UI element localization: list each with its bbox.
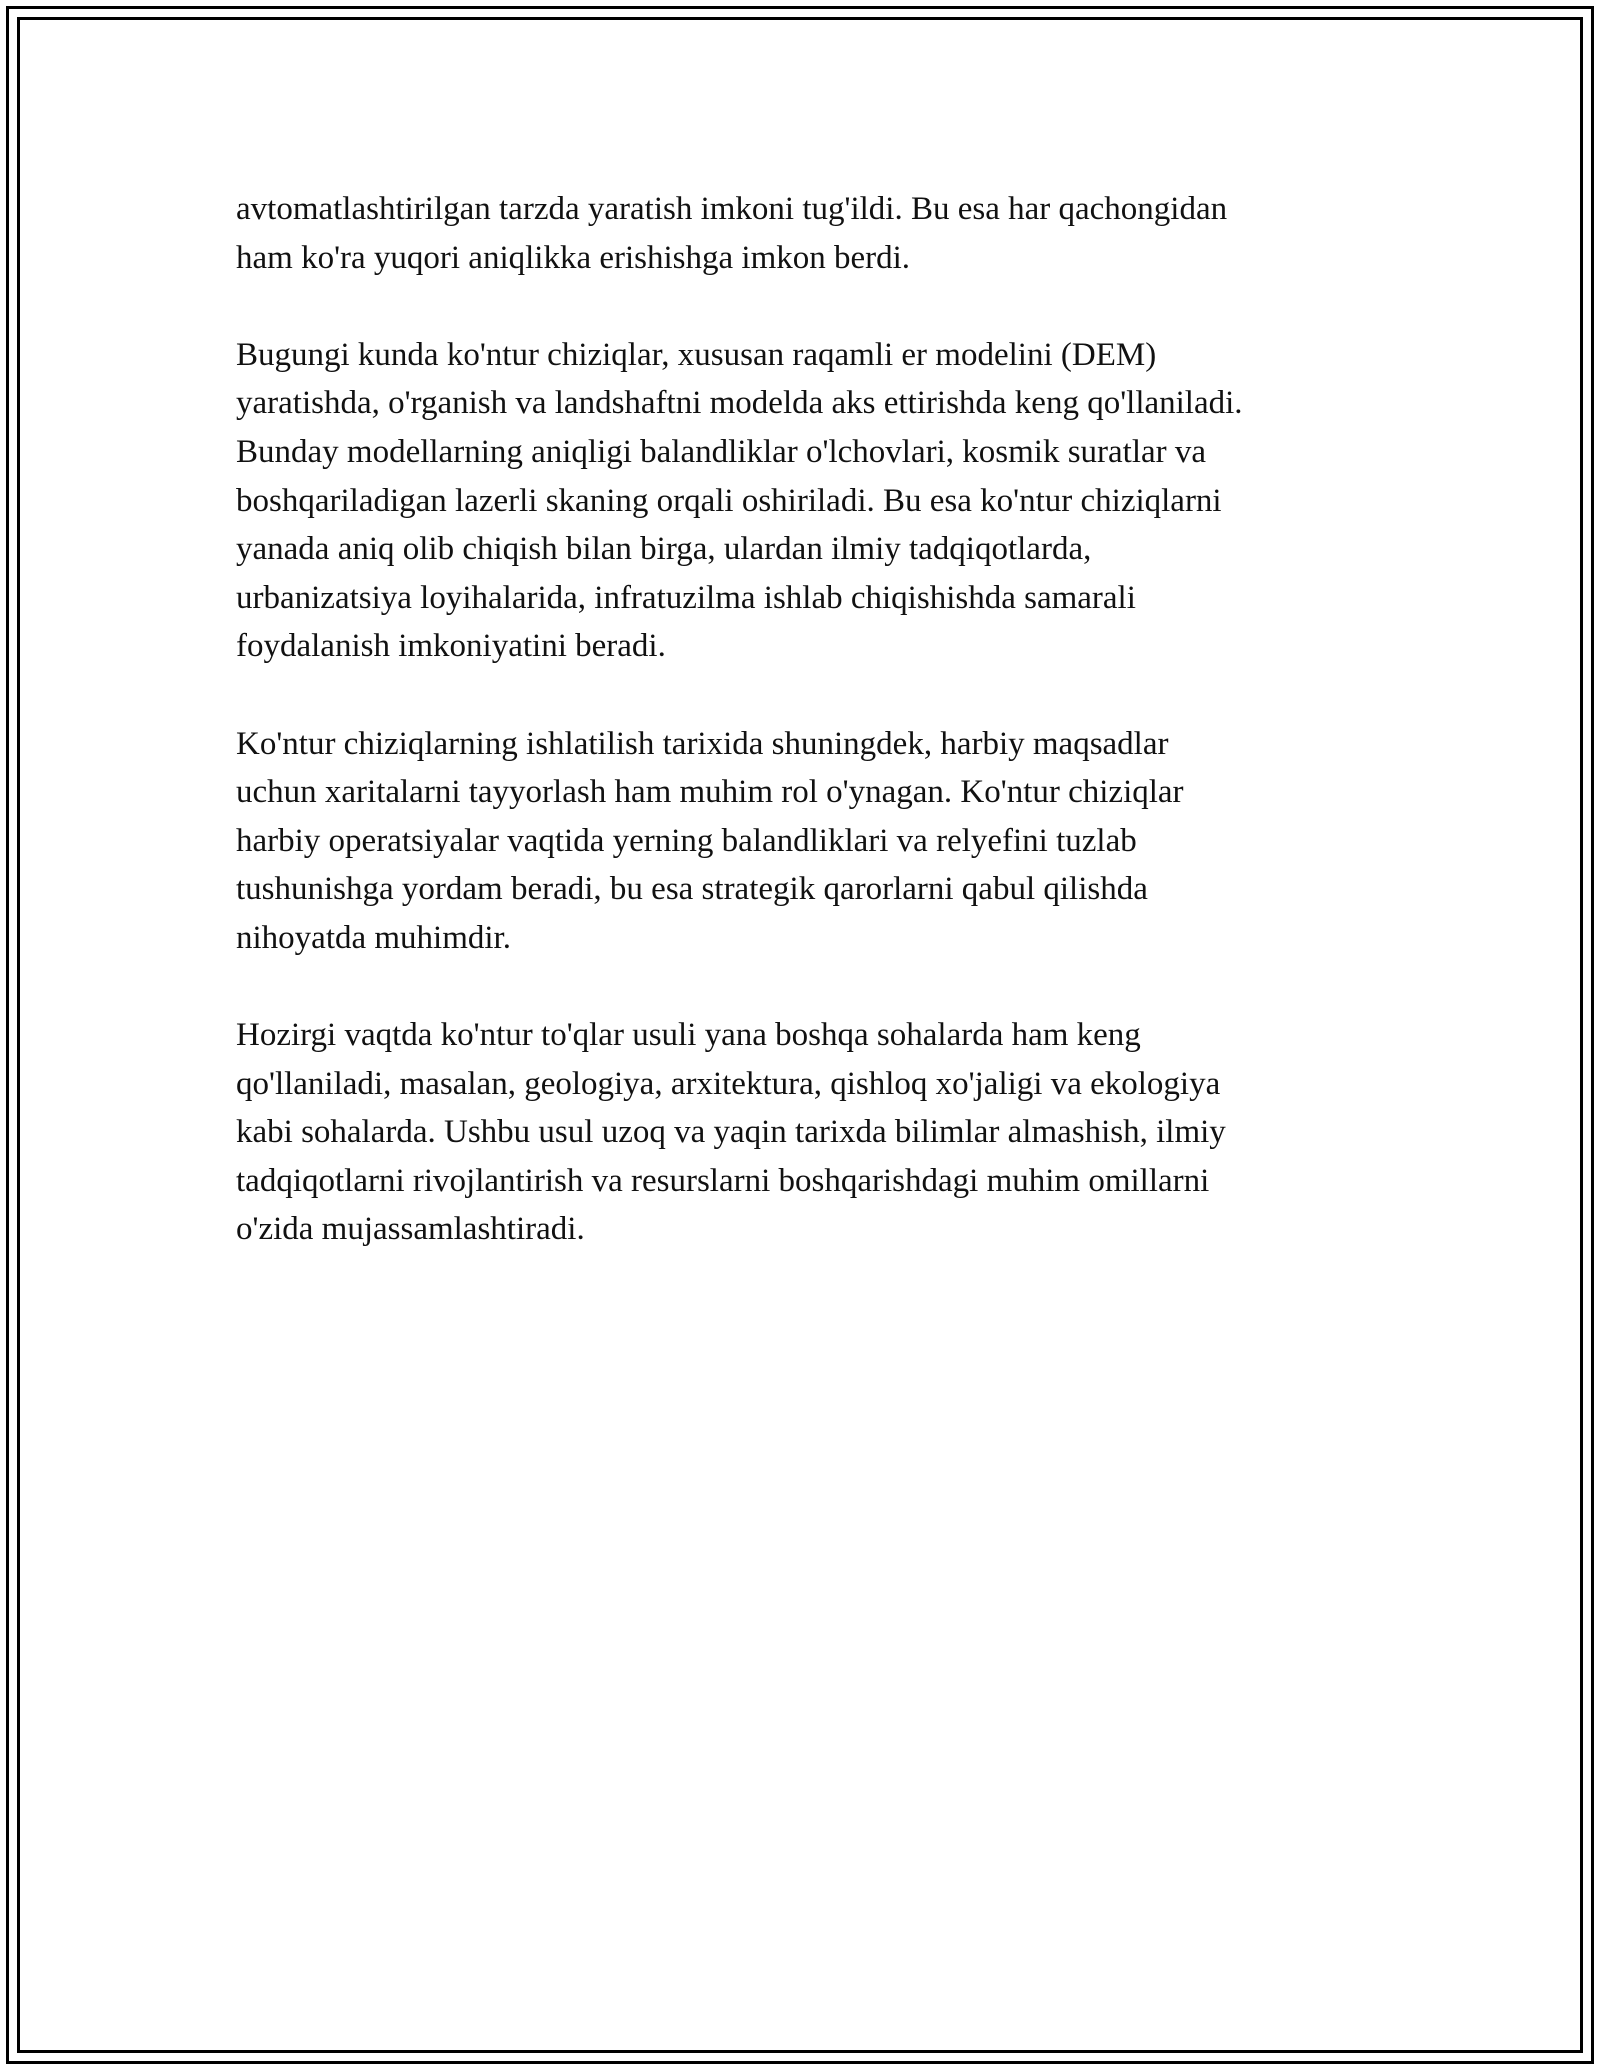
paragraph-4	[236, 1011, 1376, 1254]
text-line: urbanizatsiya loyihalarida, infratuzilma ishlab chiqishishda samarali	[236, 579, 1136, 616]
text-line: Hozirgi vaqtda ko'ntur to'qlar usuli yana boshqa sohalarda ham keng	[236, 1017, 1141, 1054]
paragraph-2	[236, 331, 1376, 671]
text-line: nihoyatda muhimdir.	[236, 919, 511, 956]
text-line: o'zida mujassamlashtiradi.	[236, 1211, 585, 1248]
text-line: foydalanish imkoniyatini beradi.	[236, 628, 666, 665]
text-line: qo'llaniladi, masalan, geologiya, arxitektura, qishloq xo'jaligi va ekologiya	[236, 1065, 1221, 1102]
text-line: avtomatlashtirilgan tarzda yaratish imkoni tug'ildi. Bu esa har qachongidan	[236, 191, 1228, 227]
text-line: uchun xaritalarni tayyorlash ham muhim rol o'ynagan. Ko'ntur chiziqlar	[236, 774, 1184, 811]
text-line: yaratishda, o'rganish va landshaftni modelda aks ettirishda keng qo'llaniladi.	[236, 385, 1243, 422]
text-line: boshqariladigan lazerli skaning orqali oshiriladi. Bu esa ko'ntur chiziqlarni	[236, 482, 1222, 519]
text-line: ham ko'ra yuqori aniqlikka erishishga imkon berdi.	[236, 239, 911, 276]
text-line: kabi sohalarda. Ushbu usul uzoq va yaqin tarixda bilimlar almashish, ilmiy	[236, 1114, 1226, 1151]
paragraph-3	[236, 720, 1376, 963]
text-line: harbiy operatsiyalar vaqtida yerning balandliklari va relyefini tuzlab	[236, 822, 1137, 859]
text-line: Ko'ntur chiziqlarning ishlatilish tarixida shuningdek, harbiy maqsadlar	[236, 725, 1169, 762]
text-line: Bunday modellarning aniqligi balandliklar o'lchovlari, kosmik suratlar va	[236, 433, 1207, 470]
text-line: yanada aniq olib chiqish bilan birga, ulardan ilmiy tadqiqotlarda,	[236, 531, 1092, 568]
text-line: Bugungi kunda ko'ntur chiziqlar, xususan raqamli er modelini (DEM)	[236, 336, 1157, 373]
text-line: tushunishga yordam beradi, bu esa strategik qarorlarni qabul qilishda	[236, 871, 1148, 908]
paragraph-1	[236, 185, 1376, 282]
document-body	[236, 185, 1376, 1303]
text-line: tadqiqotlarni rivojlantirish va resurslarni boshqarishdagi muhim omillarni	[236, 1162, 1210, 1199]
